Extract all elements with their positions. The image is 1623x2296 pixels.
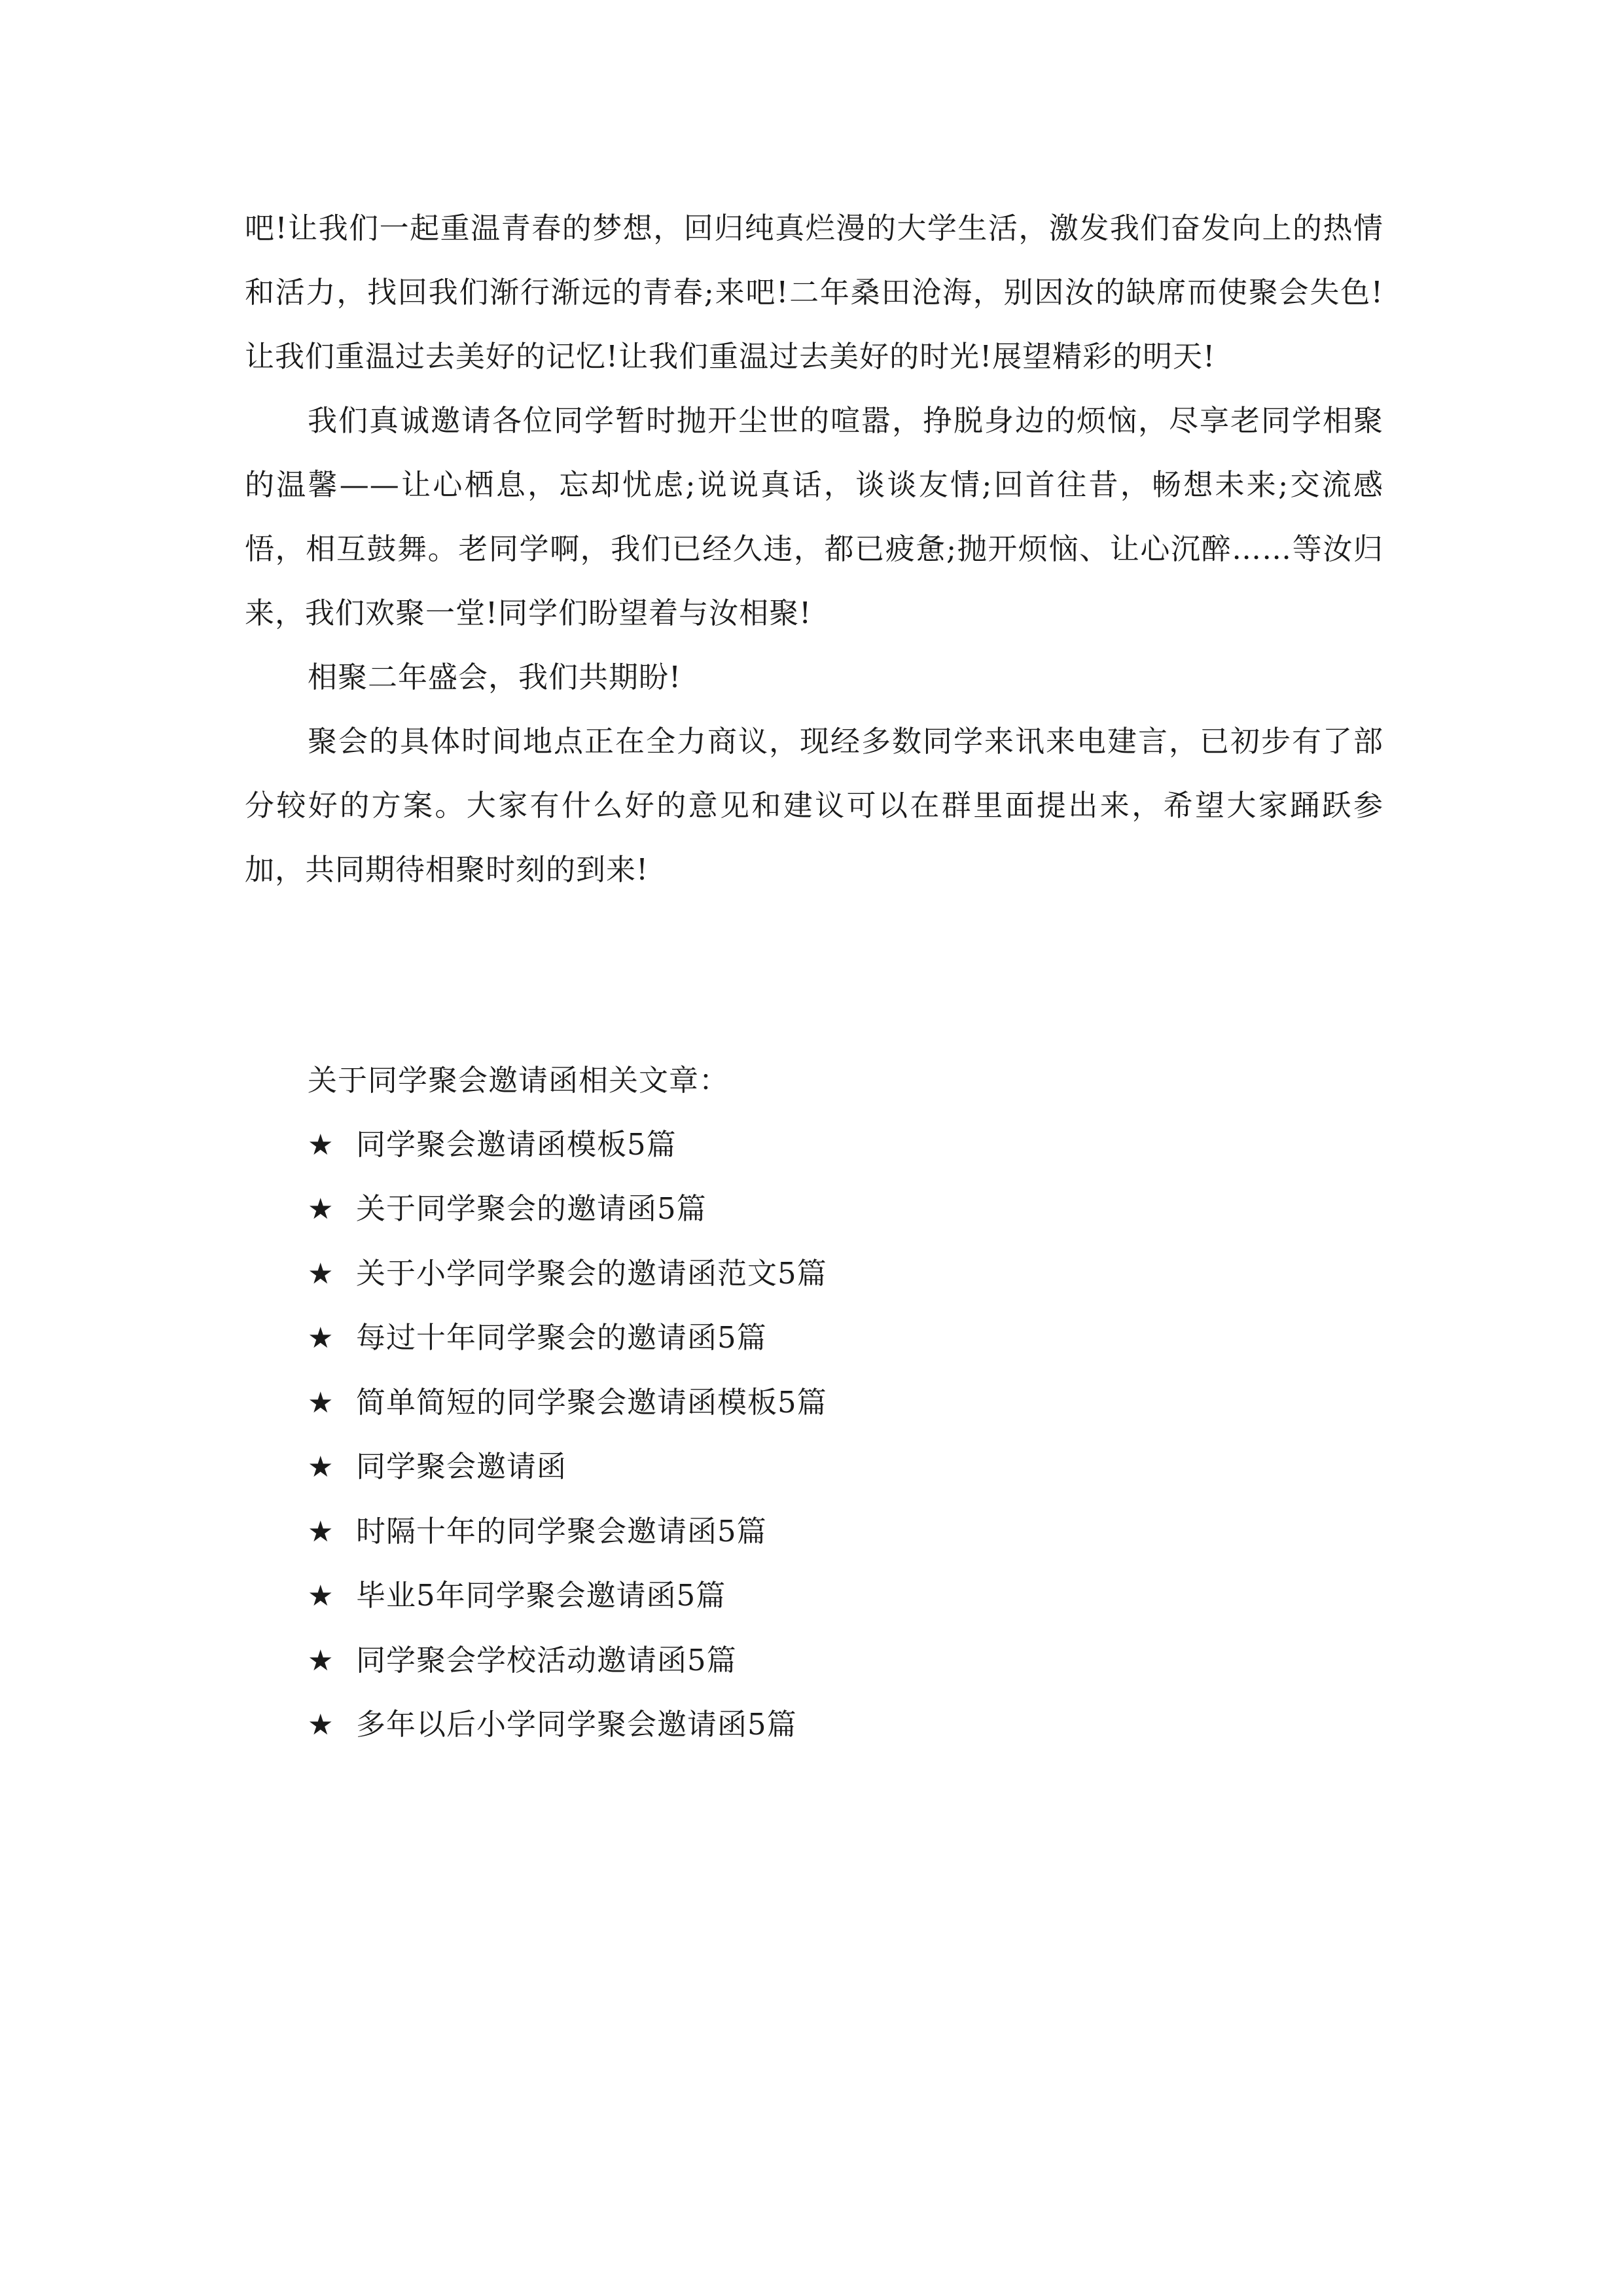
star-icon: ★ [308, 1708, 334, 1742]
list-item [308, 1564, 1355, 1628]
list-item [308, 1371, 1355, 1435]
list-item [308, 1435, 1355, 1499]
body-paragraph: 吧!让我们一起重温青春的梦想，回归纯真烂漫的大学生活，激发我们奋发向上的热情和活力，找回我们渐行渐远的青春;来吧!二年桑田沧海，别因汝的缺席而使聚会失色!让我们重温过去美好的记忆!让我们重温过去美好的时光!展望精彩的明天! [245, 211, 1383, 374]
related-article-link[interactable]: 同学聚会学校活动邀请函5篇 [356, 1642, 737, 1677]
star-icon: ★ [308, 1321, 334, 1355]
list-item [308, 1177, 1355, 1242]
related-article-link[interactable]: 简单简短的同学聚会邀请函模板5篇 [356, 1384, 827, 1420]
related-article-link[interactable]: 每过十年同学聚会的邀请函5篇 [356, 1320, 767, 1355]
related-article-link[interactable]: 毕业5年同学聚会邀请函5篇 [356, 1578, 726, 1613]
letter-body [245, 196, 1383, 902]
list-item [308, 1113, 1355, 1177]
star-icon: ★ [308, 1450, 334, 1484]
related-article-link[interactable]: 关于小学同学聚会的邀请函范文5篇 [356, 1255, 827, 1291]
list-item [308, 1242, 1355, 1306]
related-articles-list [308, 1113, 1355, 1757]
related-article-link[interactable]: 同学聚会邀请函模板5篇 [356, 1126, 677, 1162]
star-icon: ★ [308, 1515, 334, 1549]
related-article-link[interactable]: 同学聚会邀请函 [356, 1449, 567, 1484]
related-articles [308, 1049, 1355, 1757]
star-icon: ★ [308, 1257, 334, 1291]
star-icon: ★ [308, 1386, 334, 1420]
star-icon: ★ [308, 1193, 334, 1226]
body-paragraph: 我们真诚邀请各位同学暂时抛开尘世的喧嚣，挣脱身边的烦恼，尽享老同学相聚的温馨——让心栖息，忘却忧虑;说说真话，谈谈友情;回首往昔，畅想未来;交流感悟，相互鼓舞。老同学啊，我们已经久违，都已疲惫;抛开烦恼、让心沉醉……等汝归来，我们欢聚一堂!同学们盼望着与汝相聚! [245, 403, 1383, 630]
star-icon: ★ [308, 1643, 334, 1677]
list-item [308, 1693, 1355, 1757]
related-article-link[interactable]: 时隔十年的同学聚会邀请函5篇 [356, 1513, 767, 1549]
list-item [308, 1306, 1355, 1371]
list-item [308, 1628, 1355, 1693]
star-icon: ★ [308, 1128, 334, 1162]
body-paragraph: 聚会的具体时间地点正在全力商议，现经多数同学来讯来电建言，已初步有了部分较好的方案。大家有什么好的意见和建议可以在群里面提出来，希望大家踊跃参加，共同期待相聚时刻的到来! [245, 724, 1383, 887]
list-item [308, 1499, 1355, 1564]
related-articles-title: 关于同学聚会邀请函相关文章： [308, 1063, 730, 1098]
star-icon: ★ [308, 1579, 334, 1613]
related-article-link[interactable]: 关于同学聚会的邀请函5篇 [356, 1191, 707, 1226]
related-article-link[interactable]: 多年以后小学同学聚会邀请函5篇 [356, 1707, 797, 1742]
body-paragraph: 相聚二年盛会，我们共期盼! [308, 660, 682, 694]
